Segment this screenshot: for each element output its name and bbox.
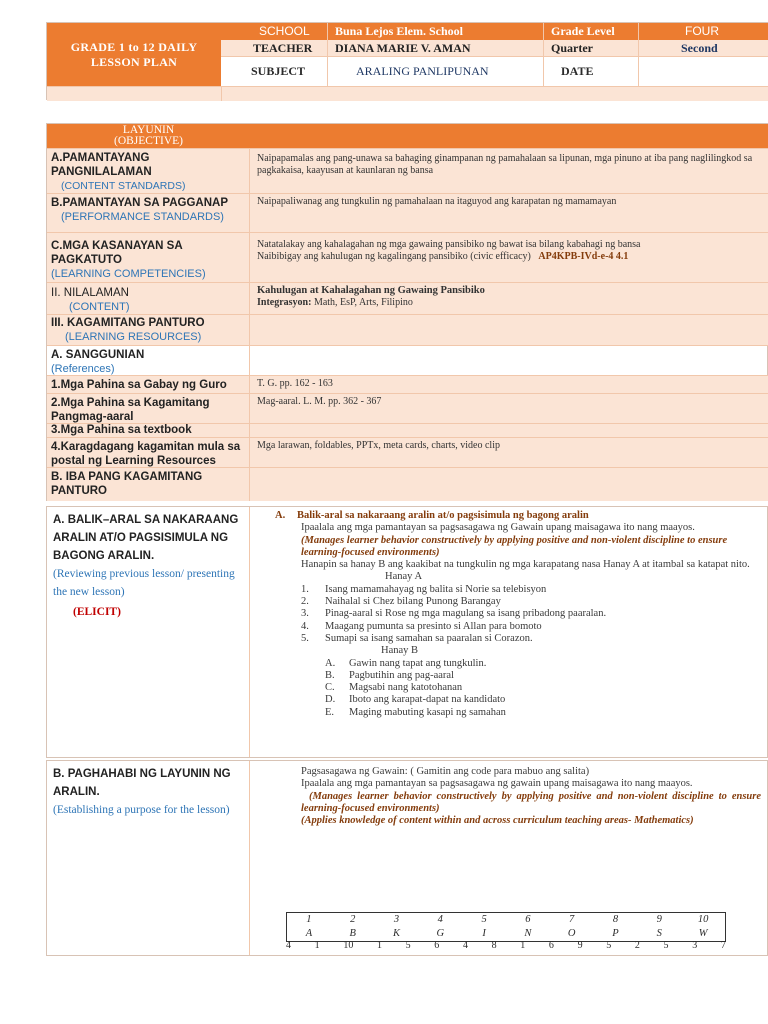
sequence-number: 7 xyxy=(720,940,726,951)
review-label: A. BALIK–ARAL SA NAKARAANG ARALIN AT/O PAGSISIMULA NG BAGONG ARALIN. xyxy=(53,514,239,562)
integration-label: Integrasyon: xyxy=(257,297,312,308)
list-item: Maagang pumunta sa presinto si Allan para bomoto xyxy=(325,620,542,632)
sequence-number: 5 xyxy=(606,940,612,951)
content-sub: (CONTENT) xyxy=(69,301,130,313)
review-heading-num: A. xyxy=(275,510,286,521)
sequence-number: 5 xyxy=(663,940,669,951)
learning-competencies-sub: (LEARNING COMPETENCIES) xyxy=(51,268,206,280)
code-letter: B xyxy=(349,928,356,939)
grade-level-value: FOUR xyxy=(685,24,719,38)
additional-materials-label: 4.Karagdagang kagamitan mula sa postal ng Learning Resources xyxy=(51,441,241,467)
code-number: 10 xyxy=(697,914,709,925)
review-indicator: (Manages learner behavior constructively by applying positive and non-violent discipline to ensure learning-focused environments) xyxy=(301,534,728,558)
integration-text: Math, EsP, Arts, Filipino xyxy=(311,297,413,308)
header-table xyxy=(46,22,768,100)
sequence-number: 4 xyxy=(286,940,291,951)
sequence-number: 3 xyxy=(692,940,698,951)
content-standards-row xyxy=(47,149,768,194)
hanay-b-list: A. Gawin nang tapat ang tungkulin. B. Pagbutihin ang pag-aaral C. Magsabi nang katotohanan D. Iboto ang karapat-dapat na kandidato E. Maging mabuting kasapi ng samahan xyxy=(325,657,506,718)
code-number-row xyxy=(287,913,725,927)
learner-material-row xyxy=(47,394,768,424)
code-letter: A xyxy=(305,928,313,939)
header-row-teacher xyxy=(221,40,768,56)
list-item: Pinag-aaral si Rose ng mga magulang sa isang pribadong paaralan. xyxy=(325,608,607,620)
competency-text-1: Natatalakay ang kahalagahan ng mga gawaing pansibiko ng bawat isa bilang kabahagi ng bansa xyxy=(257,239,641,250)
code-sequence xyxy=(286,940,726,954)
learning-competencies-row xyxy=(47,233,768,283)
header-row-school xyxy=(221,23,768,40)
review-task: Hanapin sa hanay B ang kaakibat na tungkulin ng mga karapatang nasa Hanay A at itambal sa katapat nito. xyxy=(301,559,750,571)
date-label: DATE xyxy=(561,64,594,78)
textbook-label: 3.Mga Pahina sa textbook xyxy=(51,424,192,436)
list-item: Maging mabuting kasapi ng samahan xyxy=(349,706,506,718)
purpose-indicator-1: (Manages learner behavior constructively by applying positive and non-violent discipline to ensure learning-focused environments) xyxy=(301,790,761,814)
code-letter: W xyxy=(698,928,708,939)
code-number: 2 xyxy=(350,914,356,925)
list-item: Gawin nang tapat ang tungkulin. xyxy=(349,657,487,669)
hanay-a-list: 1. Isang mamamahayag ng balita si Norie sa telebisyon 2. Naihalal si Chez bilang Punong Barangay 3. Pinag-aaral si Rose ng mga magulang sa isang pribadong paaralan. 4. Maagang pumunta sa presinto si Allan para bomoto 5. Sumapi sa isang samahan sa paaralan si Corazon. xyxy=(301,583,607,644)
lesson-title: Kahulugan at Kahalagahan ng Gawaing Pansibiko xyxy=(257,285,485,296)
other-resources-label: B. IBA PANG KAGAMITANG PANTURO xyxy=(51,471,203,497)
content-standards-label: A.PAMANTAYANG PANGNILALAMAN xyxy=(51,152,152,178)
code-letter: K xyxy=(392,928,400,939)
sequence-number: 6 xyxy=(434,940,440,951)
header-spacer-row xyxy=(47,86,768,101)
code-letter-row xyxy=(287,927,725,941)
additional-materials-row xyxy=(47,438,768,468)
code-number: 6 xyxy=(525,914,531,925)
learner-material-pages: Mag-aaral. L. M. pp. 362 - 367 xyxy=(257,396,382,407)
review-lesson-block xyxy=(46,506,768,758)
references-row xyxy=(47,346,768,376)
school-label: SCHOOL xyxy=(259,24,310,38)
list-item: Sumapi sa isang samahan sa paaralan si Corazon. xyxy=(325,632,533,644)
header-row-subject xyxy=(221,56,768,86)
sequence-number: 1 xyxy=(520,940,526,951)
layunin-row xyxy=(47,124,768,149)
quarter-label: Quarter xyxy=(551,41,593,55)
sequence-number: 8 xyxy=(491,940,497,951)
list-item: Isang mamamahayag ng balita si Norie sa telebisyon xyxy=(325,583,547,595)
teacher-value: DIANA MARIE V. AMAN xyxy=(335,41,471,55)
teacher-guide-pages: T. G. pp. 162 - 163 xyxy=(257,378,333,389)
content-row xyxy=(47,283,768,315)
performance-standards-row xyxy=(47,194,768,233)
performance-standards-sub: (PERFORMANCE STANDARDS) xyxy=(61,211,224,223)
code-letter: O xyxy=(567,928,576,939)
content-standards-text: Naipapamalas ang pang-unawa sa bahaging ginampanan ng pamahalaan sa lipunan, mga pinuno at iba pang naglilingkod sa pagkakaisa, kaayusan at kaunlaran ng bansa xyxy=(257,153,753,176)
sequence-number: 6 xyxy=(548,940,554,951)
sequence-number: 2 xyxy=(634,940,640,951)
sequence-number: 1 xyxy=(376,940,382,951)
school-value: Buna Lejos Elem. School xyxy=(335,24,464,38)
purpose-label: B. PAGHAHABI NG LAYUNIN NG ARALIN. xyxy=(53,768,231,798)
grade-level-label: Grade Level xyxy=(551,24,615,38)
competency-code: AP4KPB-IVd-e-4 4.1 xyxy=(538,251,629,262)
code-letter: G xyxy=(436,928,445,939)
list-item: Magsabi nang katotohanan xyxy=(349,682,463,694)
review-instructions: Ipaalala ang mga pamantayan sa pagsasagawa ng Gawain upang maisagawa ito nang maayos. xyxy=(301,522,695,534)
code-letter: N xyxy=(524,928,532,939)
code-number: 9 xyxy=(656,914,662,925)
learner-material-label: 2.Mga Pahina sa Kagamitang Pangmag-aaral xyxy=(51,397,210,423)
letter-code-table xyxy=(286,912,726,942)
content-label: II. NILALAMAN xyxy=(51,287,129,299)
learning-resources-row xyxy=(47,315,768,346)
sequence-number: 10 xyxy=(343,940,354,951)
hanay-b-title: Hanay B xyxy=(381,645,419,657)
subject-label: SUBJECT xyxy=(251,64,306,78)
objective-label: (OBJECTIVE) xyxy=(114,135,183,147)
dlp-title: GRADE 1 to 12 DAILY LESSON PLAN xyxy=(47,23,221,86)
code-number: 3 xyxy=(393,914,400,925)
code-number: 5 xyxy=(481,914,487,925)
code-number: 1 xyxy=(306,914,312,925)
objectives-table xyxy=(46,123,768,501)
sequence-number: 4 xyxy=(462,940,468,951)
purpose-reminder: Ipaalala ang mga pamantayan sa pagsasagawa ng gawain upang maisagawa ito nang maayos. xyxy=(301,778,693,790)
quarter-value: Second xyxy=(681,41,718,55)
layunin-label: LAYUNIN xyxy=(122,124,175,136)
activity-instructions: Pagsasagawa ng Gawain: ( Gamitin ang code para mabuo ang salita) xyxy=(301,766,590,777)
teacher-guide-row xyxy=(47,376,768,394)
elicit-label: (ELICIT) xyxy=(73,606,121,618)
references-sub: (References) xyxy=(51,363,115,375)
teacher-guide-label: 1.Mga Pahina sa Gabay ng Guro xyxy=(51,379,227,391)
performance-standards-label: B.PAMANTAYAN SA PAGGANAP xyxy=(51,197,228,209)
learning-resources-sub: (LEARNING RESOURCES) xyxy=(65,331,202,343)
teacher-label: TEACHER xyxy=(253,41,313,55)
list-item: Pagbutihin ang pag-aaral xyxy=(349,669,454,681)
code-number: 4 xyxy=(437,914,443,925)
subject-value: ARALING PANLIPUNAN xyxy=(356,64,489,78)
purpose-sub: (Establishing a purpose for the lesson) xyxy=(53,804,230,816)
sequence-number: 9 xyxy=(577,940,583,951)
code-letter: P xyxy=(612,928,619,939)
learning-competencies-label: C.MGA KASANAYAN SA PAGKATUTO xyxy=(51,240,183,266)
references-label: A. SANGGUNIAN xyxy=(51,349,145,361)
additional-materials-text: Mga larawan, foldables, PPTx, meta cards, charts, video clip xyxy=(257,440,500,451)
sequence-number: 1 xyxy=(314,940,320,951)
other-resources-row xyxy=(47,468,768,501)
code-letter: S xyxy=(656,928,662,939)
purpose-indicator-2: (Applies knowledge of content within and across curriculum teaching areas- Mathematics) xyxy=(301,815,694,827)
content-standards-sub: (CONTENT STANDARDS) xyxy=(61,180,186,192)
code-number: 7 xyxy=(569,914,575,925)
list-item: Naihalal si Chez bilang Punong Barangay xyxy=(325,596,501,608)
review-sub: (Reviewing previous lesson/ presenting the new lesson) xyxy=(53,568,235,598)
textbook-row xyxy=(47,424,768,438)
sequence-number: 5 xyxy=(405,940,411,951)
code-letter: I xyxy=(482,928,486,939)
performance-standards-text: Naipapaliwanag ang tungkulin ng pamahalaan na itaguyod ang karapatan ng mamamayan xyxy=(257,196,617,207)
hanay-a-title: Hanay A xyxy=(385,571,423,583)
competency-text-2: Naibibigay ang kahulugan ng kagalingang pansibiko (civic efficacy) xyxy=(257,251,531,262)
list-item: Iboto ang karapat-dapat na kandidato xyxy=(349,694,506,706)
review-heading: Balik-aral sa nakaraang aralin at/o pagsisimula ng bagong aralin xyxy=(297,510,589,521)
code-number: 8 xyxy=(612,914,619,925)
learning-resources-label: III. KAGAMITANG PANTURO xyxy=(51,317,205,329)
